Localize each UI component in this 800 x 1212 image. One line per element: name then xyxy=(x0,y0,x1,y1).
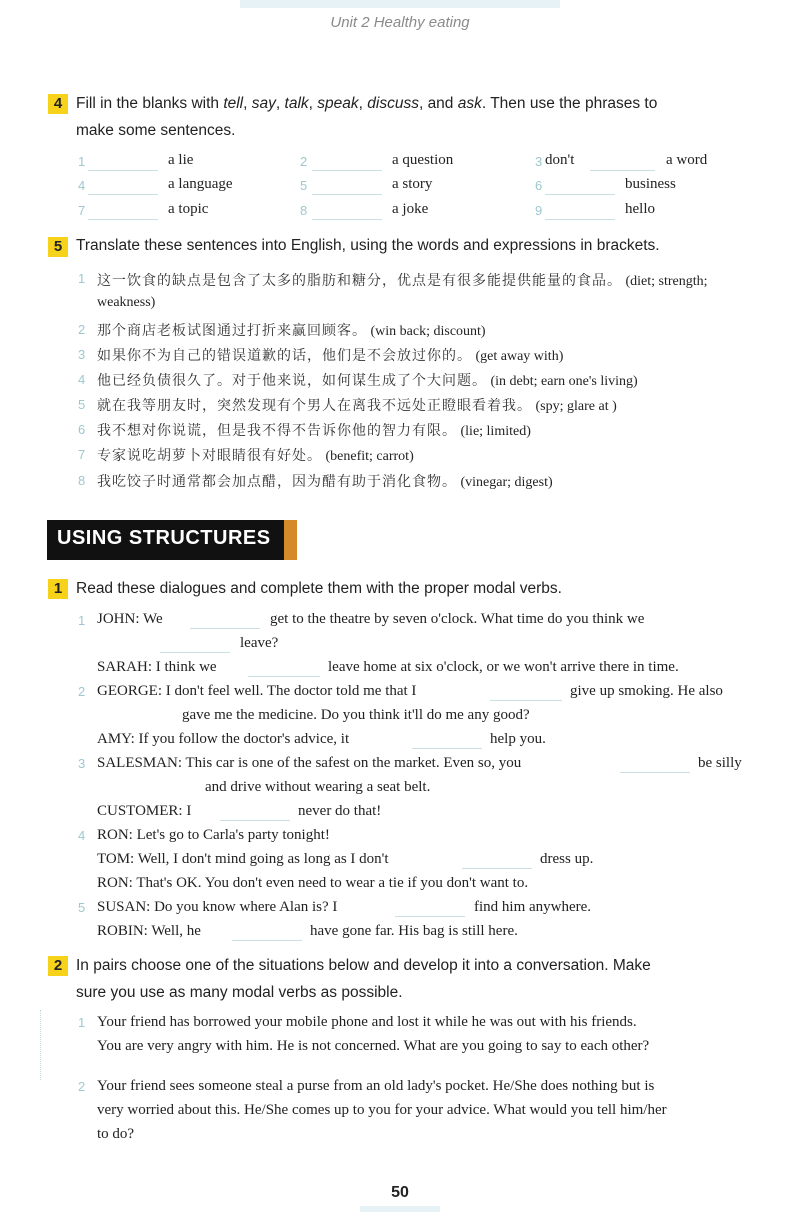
answer-blank[interactable] xyxy=(590,169,655,171)
answer-blank[interactable] xyxy=(545,193,615,195)
dialogue-line: and drive without wearing a seat belt. xyxy=(205,779,431,795)
item-number: 5 xyxy=(78,397,86,412)
dialogue-line: JOHN: We xyxy=(97,611,163,627)
item-number: 5 xyxy=(78,900,86,915)
dialogue-line: TOM: Well, I don't mind going as long as I don't xyxy=(97,851,389,867)
keyword-hint: (diet; strength; xyxy=(625,274,708,289)
phrase-text: a story xyxy=(392,176,433,192)
item-number: 3 xyxy=(78,347,86,362)
word-tell: tell xyxy=(223,95,244,112)
answer-blank[interactable] xyxy=(620,771,690,773)
chinese-sentence: 我不想对你说谎，但是我不得不告诉你他的智力有限。 xyxy=(97,424,457,439)
answer-blank[interactable] xyxy=(88,193,158,195)
word-ask: ask xyxy=(457,95,482,112)
answer-blank[interactable] xyxy=(545,218,615,220)
answer-blank[interactable] xyxy=(248,675,320,677)
phrase-text: a question xyxy=(392,152,454,168)
item-number: 8 xyxy=(78,473,86,488)
item-number: 3 xyxy=(78,756,86,771)
word-speak: speak xyxy=(317,95,359,112)
dialogue-line: RON: That's OK. You don't even need to wear a tie if you don't want to. xyxy=(97,875,529,891)
item-number: 8 xyxy=(300,203,308,218)
keyword-hint: weakness) xyxy=(97,295,156,310)
banner-accent xyxy=(284,520,297,560)
instruction-text: . Then use the phrases to xyxy=(481,95,658,112)
item-number: 7 xyxy=(78,447,86,462)
item-number: 1 xyxy=(78,1015,86,1030)
header-decoration xyxy=(240,0,560,8)
phrase-text: business xyxy=(625,176,676,192)
answer-blank[interactable] xyxy=(190,627,260,629)
keyword-hint: (get away with) xyxy=(475,349,564,364)
answer-blank[interactable] xyxy=(232,939,302,941)
unit-title: Unit 2 Healthy eating xyxy=(330,14,470,31)
answer-blank[interactable] xyxy=(312,218,382,220)
exercise-number-badge: 2 xyxy=(48,956,68,976)
chinese-sentence: 就在我等朋友时，突然发现有个男人在离我不远处正瞪眼看着我。 xyxy=(97,399,532,414)
instruction-text: make some sentences. xyxy=(76,122,236,139)
margin-marker xyxy=(40,1010,45,1080)
chinese-sentence: 我吃饺子时通常都会加点醋，因为醋有助于消化食物。 xyxy=(97,475,457,490)
item-number: 1 xyxy=(78,154,86,169)
item-number: 5 xyxy=(300,178,308,193)
dialogue-line: SUSAN: Do you know where Alan is? I xyxy=(97,899,338,915)
item-number: 7 xyxy=(78,203,86,218)
answer-blank[interactable] xyxy=(312,169,382,171)
word-say: say xyxy=(251,95,276,112)
dialogue-line: leave? xyxy=(240,635,279,651)
answer-blank[interactable] xyxy=(462,867,532,869)
instruction-text: In pairs choose one of the situations below and develop it into a conversation. Make xyxy=(76,957,651,974)
structures-1-instruction: Read these dialogues and complete them with the proper modal verbs. xyxy=(76,580,562,597)
translation-item xyxy=(97,420,531,440)
item-number: 1 xyxy=(78,271,86,286)
dialogue-line: SARAH: I think we xyxy=(97,659,217,675)
item-number: 2 xyxy=(78,1079,86,1094)
phrase-text: a topic xyxy=(168,201,209,217)
dialogue-line: ROBIN: Well, he xyxy=(97,923,201,939)
dialogue-line: SALESMAN: This car is one of the safest on the market. Even so, you xyxy=(97,755,522,771)
item-number: 9 xyxy=(535,203,543,218)
keyword-hint: (spy; glare at ) xyxy=(535,399,617,414)
translation-item xyxy=(97,320,486,340)
item-number: 4 xyxy=(78,828,86,843)
translation-item xyxy=(97,471,553,491)
word-discuss: discuss xyxy=(367,95,419,112)
answer-blank[interactable] xyxy=(490,699,562,701)
keyword-hint: (in debt; earn one's living) xyxy=(490,374,638,389)
answer-blank[interactable] xyxy=(88,169,158,171)
situation-text: to do? xyxy=(97,1126,135,1142)
phrase-text: a word xyxy=(666,152,708,168)
item-number: 1 xyxy=(78,613,86,628)
exercise-5-instruction: Translate these sentences into English, using the words and expressions in brackets. xyxy=(76,237,660,254)
dialogue-line: AMY: If you follow the doctor's advice, it xyxy=(97,731,350,747)
instruction-text: sure you use as many modal verbs as possible. xyxy=(76,984,403,1001)
page-number: 50 xyxy=(391,1184,409,1201)
keyword-hint: (vinegar; digest) xyxy=(460,475,553,490)
keyword-hint: (lie; limited) xyxy=(460,424,531,439)
instruction-text: Fill in the blanks with xyxy=(76,95,224,112)
dialogue-line: find him anywhere. xyxy=(474,899,592,915)
dialogue-line: have gone far. His bag is still here. xyxy=(310,923,518,939)
section-title: USING STRUCTURES xyxy=(57,527,271,549)
dialogue-line: CUSTOMER: I xyxy=(97,803,192,819)
structures-2-instruction xyxy=(76,952,786,1006)
section-banner xyxy=(47,520,297,560)
situation-text: You are very angry with him. He is not concerned. What are you going to say to each other? xyxy=(97,1038,650,1054)
answer-blank[interactable] xyxy=(412,747,482,749)
answer-blank[interactable] xyxy=(395,915,465,917)
translation-item xyxy=(97,345,563,365)
exercise-number-badge: 1 xyxy=(48,579,68,599)
situation-text: Your friend has borrowed your mobile phone and lost it while he was out with his friends. xyxy=(97,1014,637,1030)
answer-blank[interactable] xyxy=(312,193,382,195)
dialogue-line: be silly xyxy=(698,755,742,771)
chinese-sentence: 这一饮食的缺点是包含了太多的脂肪和糖分，优点是有很多能提供能量的食品。 xyxy=(97,274,622,289)
translation-item xyxy=(97,270,708,290)
chinese-sentence: 他已经负债很久了。对于他来说，如何谋生成了个大问题。 xyxy=(97,374,487,389)
answer-blank[interactable] xyxy=(220,819,290,821)
dialogue-line: dress up. xyxy=(540,851,594,867)
dialogue-line: get to the theatre by seven o'clock. What time do you think we xyxy=(270,611,645,627)
chinese-sentence: 如果你不为自己的错误道歉的话，他们是不会放过你的。 xyxy=(97,349,472,364)
item-number: 4 xyxy=(78,372,86,387)
item-number: 4 xyxy=(78,178,86,193)
keyword-hint: (benefit; carrot) xyxy=(325,449,414,464)
exercise-number-badge: 4 xyxy=(48,94,68,114)
situation-text: Your friend sees someone steal a purse from an old lady's pocket. He/She does nothing but is xyxy=(97,1078,655,1094)
exercise-4-instruction: Fill in the blanks with tell, say, talk, speak, discuss, and ask. Then use the phrases to make some sentences. xyxy=(76,95,658,139)
answer-blank[interactable] xyxy=(88,218,158,220)
item-number: 3 xyxy=(535,154,543,169)
item-number: 6 xyxy=(78,422,86,437)
phrase-text: a joke xyxy=(392,201,429,217)
phrase-text: a lie xyxy=(168,152,194,168)
dialogue-line: GEORGE: I don't feel well. The doctor told me that I xyxy=(97,683,417,699)
chinese-sentence: 那个商店老板试图通过打折来赢回顾客。 xyxy=(97,324,367,339)
situation-text: very worried about this. He/She comes up to you for your advice. What would you tell him/her xyxy=(97,1102,667,1118)
phrase-text: hello xyxy=(625,201,655,217)
translation-item xyxy=(97,370,638,390)
exercise-number-badge: 5 xyxy=(48,237,68,257)
dialogue-line: leave home at six o'clock, or we won't arrive there in time. xyxy=(328,659,679,675)
phrase-text: don't xyxy=(545,152,575,168)
phrase-text: a language xyxy=(168,176,233,192)
item-number: 2 xyxy=(300,154,308,169)
item-number: 2 xyxy=(78,684,86,699)
keyword-hint: (win back; discount) xyxy=(370,324,486,339)
item-number: 6 xyxy=(535,178,543,193)
translation-item xyxy=(97,445,414,465)
dialogue-line: help you. xyxy=(490,731,546,747)
translation-item xyxy=(97,395,617,415)
dialogue-line: never do that! xyxy=(298,803,382,819)
chinese-sentence: 专家说吃胡萝卜对眼睛很有好处。 xyxy=(97,449,322,464)
item-number: 2 xyxy=(78,322,86,337)
footer-decoration xyxy=(360,1206,440,1212)
dialogue-line: give up smoking. He also xyxy=(570,683,723,699)
word-talk: talk xyxy=(284,95,309,112)
dialogue-line: RON: Let's go to Carla's party tonight! xyxy=(97,827,330,843)
dialogue-line: gave me the medicine. Do you think it'll do me any good? xyxy=(182,707,530,723)
answer-blank[interactable] xyxy=(160,651,230,653)
